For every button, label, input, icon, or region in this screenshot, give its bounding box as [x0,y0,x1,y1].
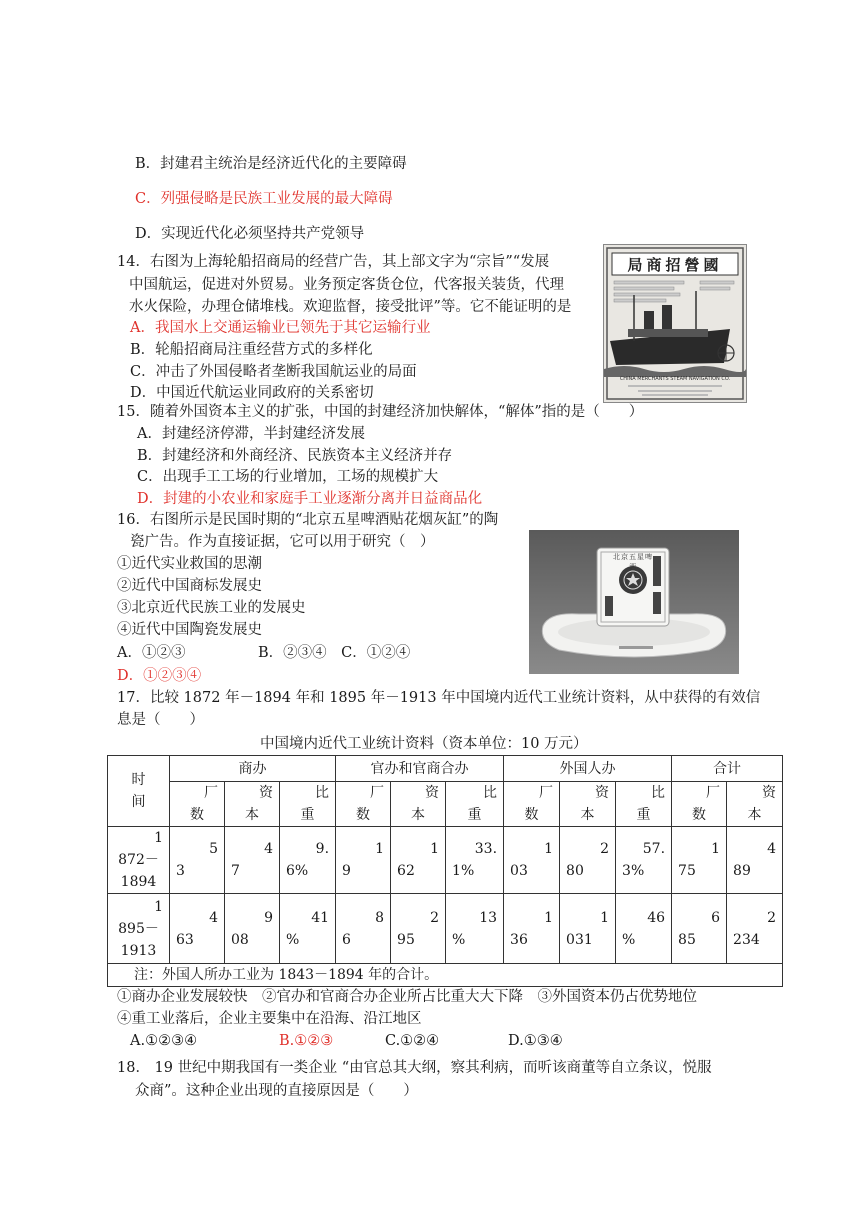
q13-option-b: B．封建君主统治是经济近代化的主要障碍 [135,156,407,172]
cell-part-2: 1% [452,863,475,879]
sub-header-2: 重 [636,807,651,823]
sub-header-2: 数 [692,807,707,823]
cell-part-1: 1 [711,841,721,857]
q17-choice-d: D.①③④ [508,1033,563,1049]
q14-option-d: D．中国近代航运业同政府的关系密切 [130,385,374,401]
cell-part-1: 33. [474,841,498,857]
q16-choices: A．①②③ B．②③④ C．①②④ [117,645,411,661]
table-note: 注：外国人所办工业为 1843－1894 年的合计。 [108,964,783,987]
cell-part-1: 41 [311,909,330,926]
q16-stem-line1: 16．右图所示是民国时期的“北京五星啤酒贴花烟灰缸”的陶 [117,512,499,528]
q17-choice-a: A.①②③④ [130,1033,198,1049]
table-cell [727,894,783,964]
cell-part-1: 2 [600,841,610,857]
q15-option-d: D．封建的小农业和家庭手工业逐渐分离并日益商品化 [137,491,483,507]
sub-header [672,782,727,827]
q14-stem-line3: 水火保险，办理仓储堆栈。欢迎监督，接受批评”等。它不能证明的是 [129,299,572,315]
table-cell [336,894,391,964]
cell-part-2: 75 [678,863,696,879]
sub-header [336,782,391,827]
cell-part-1: 13 [479,909,498,926]
cell-part-2: % [286,931,300,948]
cell-part-1: 4 [767,841,777,857]
q14-option-a: A．我国水上交通运输业已领先于其它运输行业 [130,320,431,336]
cell-part-1: 8 [375,909,385,926]
q16-item-4: ④近代中国陶瓷发展史 [117,622,262,638]
sub-header-2: 本 [411,807,426,823]
sub-header [616,782,672,827]
cell-part-2: 36 [510,931,528,948]
row-time [108,894,170,964]
sub-header-2: 本 [747,807,762,823]
table-cell [504,894,560,964]
cell-part-2: 3% [622,863,645,879]
ashtray-label: 北京五星啤酒 [613,553,653,571]
table-cell [280,827,336,894]
q18-stem-line1: 18． 19 世纪中期我国有一类企业 “由官总其大纲，察其利病，而听该商董等自立条议，悦服 [117,1060,712,1076]
group-header: 官办和官商合办 [336,756,504,782]
cell-part-1: 1 [544,841,554,857]
sub-header-2: 重 [300,807,315,823]
sub-header-2: 本 [580,807,595,823]
sub-header-1: 比 [483,785,498,801]
table-cell [446,894,504,964]
q14-option-b: B．轮船招商局注重经营方式的多样化 [130,342,373,358]
sub-header-1: 厂 [370,785,385,801]
cell-part-1: 4 [264,841,273,857]
sub-header-2: 数 [356,807,371,823]
cell-part-1: 9 [264,909,273,926]
sub-header [391,782,446,827]
cell-part-1: 1 [375,841,385,857]
table-cell [727,827,783,894]
table-cell [170,894,225,964]
table-cell [280,894,336,964]
sub-header [560,782,616,827]
q17-statement-line1: ①商办企业发展较快 ②官办和官商合办企业所占比重大大下降 ③外国资本仍占优势地位 [117,989,697,1005]
ship-advertisement-image [603,244,747,403]
cell-part-2: 89 [733,863,751,879]
q17-choice-b: B.①②③ [279,1033,334,1049]
q16-stem-line2: 瓷广告。作为直接证据，它可以用于研究（ ） [130,534,435,550]
cell-part-1: 57. [642,841,666,857]
sub-header-1: 资 [595,785,610,801]
q15-option-a: A．封建经济停滞，半封建经济发展 [137,426,365,442]
row-time-3: 1913 [120,942,157,959]
row-time-2: 872－ [118,852,159,868]
q14-option-c: C．冲击了外国侵略者垄断我国航运业的局面 [130,364,417,380]
sub-header [446,782,504,827]
sub-header [727,782,783,827]
group-header: 合计 [672,756,783,782]
cell-part-1: 2 [430,909,440,926]
row-time [108,827,170,894]
header-time-2: 间 [131,794,146,810]
cell-part-2: 95 [397,931,415,948]
cell-part-2: 9 [342,863,351,879]
table-title: 中国境内近代工业统计资料（资本单位：10 万元） [260,736,588,752]
sub-header-1: 比 [315,785,330,801]
cell-part-1: 1 [544,909,554,926]
cell-part-2: 031 [566,931,593,948]
table-cell [391,827,446,894]
sub-header [280,782,336,827]
ad-caption: CHINA MERCHANTS STEAM NAVIGATION CO. [619,376,731,382]
q14-stem-line1: 14．右图为上海轮船招商局的经营广告，其上部文字为“宗旨”“发展 [117,254,550,270]
table-row [108,894,783,964]
q16-item-1: ①近代实业救国的思潮 [117,556,262,572]
cell-part-1: 9. [315,841,330,857]
sub-header-1: 厂 [204,785,218,801]
cell-part-1: 1 [430,841,440,857]
q17-stem-line2: 息是（ ） [117,712,204,728]
cell-part-1: 1 [600,909,610,926]
group-header: 商办 [170,756,336,782]
q16-item-3: ③北京近代民族工业的发展史 [117,600,306,616]
q17-statement-line2: ④重工业落后，企业主要集中在沿海、沿江地区 [117,1011,422,1027]
table-cell [560,894,616,964]
header-time-1: 时 [131,772,146,788]
cell-part-1: 2 [767,909,777,926]
sub-header-1: 厂 [706,785,721,801]
cell-part-1: 6 [711,909,721,926]
cell-part-2: % [622,931,636,948]
group-header: 外国人办 [504,756,672,782]
table-cell [170,827,225,894]
sub-header-1: 资 [762,785,777,801]
cell-part-2: 80 [566,863,584,879]
q15-option-c: C．出现手工工场的行业增加，工场的规模扩大 [137,469,439,485]
sub-header-1: 资 [259,785,273,801]
sub-header-2: 本 [245,807,259,823]
industry-statistics-table [107,755,783,987]
table-cell [336,827,391,894]
cell-part-2: 6% [286,863,309,879]
table-cell [672,894,727,964]
cell-part-2: 85 [678,931,696,948]
table-cell [225,894,280,964]
q14-stem-line2: 中国航运，促进对外贸易。业务预定客货仓位，代客报关装货，代理 [129,277,564,293]
row-time-1: 1 [154,898,163,915]
table-cell [225,827,280,894]
table-cell [616,827,672,894]
sub-header [170,782,225,827]
sub-header-2: 数 [524,807,539,823]
q15-stem: 15．随着外国资本主义的扩张，中国的封建经济加快解体，“解体”指的是（ ） [117,404,644,420]
sub-header [504,782,560,827]
q17-stem-line1: 17．比较 1872 年－1894 年和 1895 年－1913 年中国境内近代工业统计资料，从中获得的有效信 [117,690,761,706]
sub-header-2: 数 [190,807,204,823]
q16-item-2: ②近代中国商标发展史 [117,578,262,594]
q18-stem-line2: 众商”。这种企业出现的直接原因是（ ） [135,1083,418,1099]
q13-option-d: D．实现近代化必须坚持共产党领导 [135,226,365,242]
sub-header-1: 厂 [539,785,554,801]
header-time [108,756,170,827]
cell-part-1: 5 [209,841,218,857]
table-cell [560,827,616,894]
row-time-1: 1 [154,830,163,846]
cell-part-1: 46 [647,909,666,926]
sub-header-1: 比 [651,785,666,801]
table-cell [616,894,672,964]
cell-part-2: 234 [733,931,760,948]
cell-part-2: 63 [176,931,194,948]
table-cell [504,827,560,894]
cell-part-2: 62 [397,863,415,879]
q13-option-c: C．列强侵略是民族工业发展的最大障碍 [135,191,393,207]
cell-part-2: 6 [342,931,351,948]
sub-header-1: 资 [425,785,440,801]
ad-title: 局商招營國 [627,256,723,274]
cell-part-2: % [452,931,466,948]
cell-part-2: 03 [510,863,528,879]
sub-header-2: 重 [467,807,482,823]
cell-part-2: 08 [231,931,249,948]
q16-option-d: D．①②③④ [117,668,202,684]
ashtray-photo [529,530,739,674]
cell-part-2: 3 [176,863,185,879]
row-time-3: 1894 [120,874,157,890]
table-cell [672,827,727,894]
q15-option-b: B．封建经济和外商经济、民族资本主义经济并存 [137,448,453,464]
cell-part-2: 7 [231,863,240,879]
q17-choice-c: C.①②④ [385,1033,440,1049]
table-cell [446,827,504,894]
sub-header [225,782,280,827]
table-cell [391,894,446,964]
row-time-2: 895－ [118,920,159,937]
table-row [108,827,783,894]
cell-part-1: 4 [209,909,218,926]
